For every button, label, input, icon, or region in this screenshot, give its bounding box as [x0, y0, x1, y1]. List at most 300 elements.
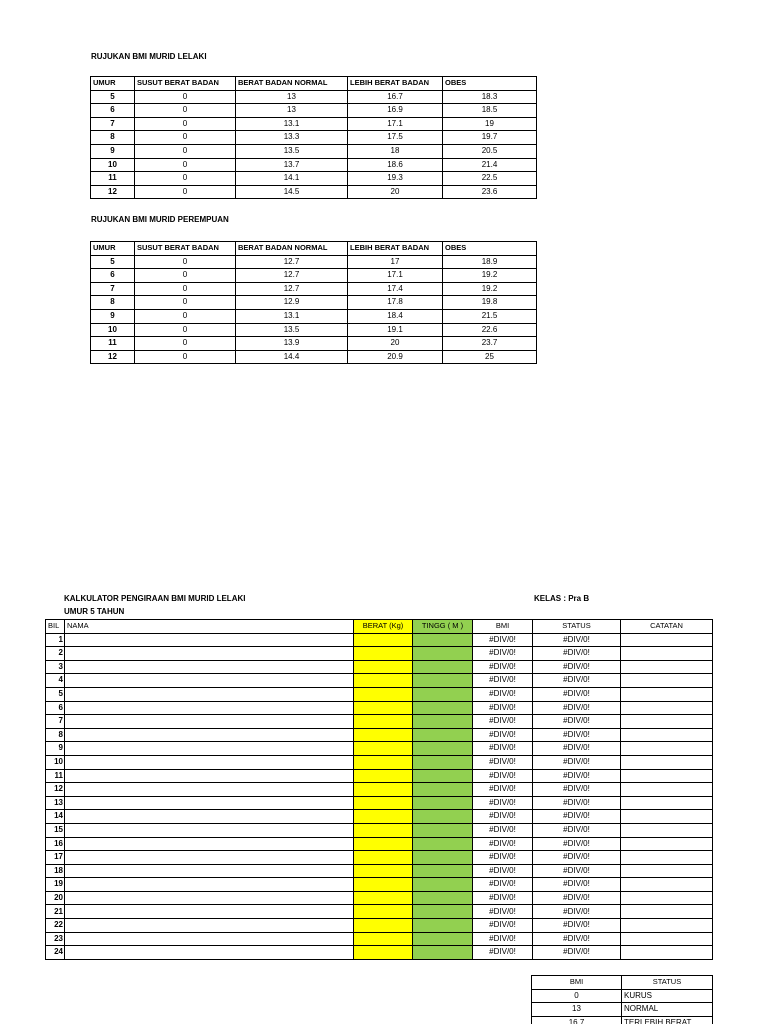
berat-input-cell[interactable]	[354, 851, 413, 865]
female-ref-row	[91, 350, 537, 364]
female-ref-cell: 19.2	[443, 282, 537, 296]
tinggi-input-cell[interactable]	[413, 837, 473, 851]
nama-cell[interactable]	[65, 783, 354, 797]
row-number: 14	[46, 810, 65, 824]
bmi-cell: #DIV/0!	[473, 864, 533, 878]
female-ref-cell: 17.8	[348, 296, 443, 310]
nama-cell[interactable]	[65, 701, 354, 715]
status-cell: #DIV/0!	[533, 715, 621, 729]
catatan-cell[interactable]	[621, 715, 713, 729]
berat-input-cell[interactable]	[354, 769, 413, 783]
female-ref-cell: 0	[135, 269, 236, 283]
male-ref-cell: 10	[91, 158, 135, 172]
female-ref-cell: 0	[135, 350, 236, 364]
row-number: 2	[46, 647, 65, 661]
calculator-row	[46, 660, 713, 674]
calculator-row	[46, 823, 713, 837]
catatan-cell[interactable]	[621, 891, 713, 905]
catatan-cell[interactable]	[621, 674, 713, 688]
male-ref-cell: 0	[135, 131, 236, 145]
row-number: 13	[46, 796, 65, 810]
row-number: 15	[46, 823, 65, 837]
catatan-cell[interactable]	[621, 633, 713, 647]
catatan-cell[interactable]	[621, 837, 713, 851]
legend-body	[532, 989, 713, 1024]
row-number: 16	[46, 837, 65, 851]
female-ref-cell: 5	[91, 255, 135, 269]
nama-cell[interactable]	[65, 851, 354, 865]
status-cell: #DIV/0!	[533, 647, 621, 661]
calculator-row	[46, 891, 713, 905]
catatan-cell[interactable]	[621, 919, 713, 933]
nama-cell[interactable]	[65, 769, 354, 783]
catatan-cell[interactable]	[621, 687, 713, 701]
berat-input-cell[interactable]	[354, 687, 413, 701]
male-ref-cell: 8	[91, 131, 135, 145]
male-ref-cell: 20.5	[443, 144, 537, 158]
female-ref-cell: 11	[91, 337, 135, 351]
bmi-cell: #DIV/0!	[473, 878, 533, 892]
female-ref-header-1: SUSUT BERAT BADAN	[135, 242, 236, 256]
male-ref-row	[91, 131, 537, 145]
nama-cell[interactable]	[65, 905, 354, 919]
nama-cell[interactable]	[65, 674, 354, 688]
female-ref-cell: 18.9	[443, 255, 537, 269]
catatan-header: CATATAN	[621, 620, 713, 634]
male-ref-cell: 18.3	[443, 90, 537, 104]
male-ref-cell: 9	[91, 144, 135, 158]
female-ref-cell: 10	[91, 323, 135, 337]
tinggi-input-cell[interactable]	[413, 647, 473, 661]
tinggi-input-cell[interactable]	[413, 810, 473, 824]
tinggi-header: TINGG ( M )	[413, 620, 473, 634]
female-ref-cell: 13.5	[236, 323, 348, 337]
bmi-calculator-table	[45, 619, 713, 960]
catatan-cell[interactable]	[621, 742, 713, 756]
nama-cell[interactable]	[65, 715, 354, 729]
calculator-header-row	[46, 620, 713, 634]
male-ref-cell: 0	[135, 144, 236, 158]
female-ref-cell: 8	[91, 296, 135, 310]
bmi-cell: #DIV/0!	[473, 715, 533, 729]
male-ref-cell: 0	[135, 104, 236, 118]
legend-bmi: 0	[532, 989, 622, 1003]
legend-bmi: 16.7	[532, 1016, 622, 1024]
catatan-cell[interactable]	[621, 701, 713, 715]
legend-row	[532, 989, 713, 1003]
nama-cell[interactable]	[65, 810, 354, 824]
bmi-cell: #DIV/0!	[473, 660, 533, 674]
calculator-row	[46, 919, 713, 933]
male-ref-cell: 0	[135, 185, 236, 199]
berat-input-cell[interactable]	[354, 728, 413, 742]
tinggi-input-cell[interactable]	[413, 687, 473, 701]
female-ref-header-4: OBES	[443, 242, 537, 256]
status-cell: #DIV/0!	[533, 891, 621, 905]
tinggi-input-cell[interactable]	[413, 715, 473, 729]
legend-status: TERLEBIH BERAT	[622, 1016, 713, 1024]
row-number: 21	[46, 905, 65, 919]
catatan-cell[interactable]	[621, 647, 713, 661]
nama-cell[interactable]	[65, 687, 354, 701]
berat-header: BERAT (Kg)	[354, 620, 413, 634]
nama-cell[interactable]	[65, 660, 354, 674]
bmi-status-legend	[531, 975, 713, 1024]
status-cell: #DIV/0!	[533, 783, 621, 797]
catatan-cell[interactable]	[621, 878, 713, 892]
catatan-cell[interactable]	[621, 905, 713, 919]
berat-input-cell[interactable]	[354, 755, 413, 769]
bmi-cell: #DIV/0!	[473, 769, 533, 783]
male-ref-cell: 12	[91, 185, 135, 199]
female-ref-row	[91, 309, 537, 323]
nama-cell[interactable]	[65, 728, 354, 742]
row-number: 18	[46, 864, 65, 878]
calculator-row	[46, 647, 713, 661]
tinggi-input-cell[interactable]	[413, 905, 473, 919]
catatan-cell[interactable]	[621, 728, 713, 742]
row-number: 11	[46, 769, 65, 783]
female-ref-row	[91, 296, 537, 310]
status-cell: #DIV/0!	[533, 864, 621, 878]
male-ref-cell: 16.9	[348, 104, 443, 118]
berat-input-cell[interactable]	[354, 633, 413, 647]
female-ref-cell: 21.5	[443, 309, 537, 323]
male-ref-header-1: SUSUT BERAT BADAN	[135, 77, 236, 91]
bmi-cell: #DIV/0!	[473, 932, 533, 946]
bmi-cell: #DIV/0!	[473, 783, 533, 797]
female-ref-cell: 17.4	[348, 282, 443, 296]
legend-header-0: BMI	[532, 976, 622, 990]
female-ref-header-2: BERAT BADAN NORMAL	[236, 242, 348, 256]
tinggi-input-cell[interactable]	[413, 864, 473, 878]
calculator-row	[46, 878, 713, 892]
female-ref-cell: 20	[348, 337, 443, 351]
row-number: 9	[46, 742, 65, 756]
female-ref-row	[91, 269, 537, 283]
row-number: 23	[46, 932, 65, 946]
catatan-cell[interactable]	[621, 660, 713, 674]
bmi-cell: #DIV/0!	[473, 851, 533, 865]
tinggi-input-cell[interactable]	[413, 851, 473, 865]
bmi-cell: #DIV/0!	[473, 674, 533, 688]
berat-input-cell[interactable]	[354, 674, 413, 688]
tinggi-input-cell[interactable]	[413, 932, 473, 946]
row-number: 17	[46, 851, 65, 865]
female-ref-header-3: LEBIH BERAT BADAN	[348, 242, 443, 256]
female-ref-cell: 6	[91, 269, 135, 283]
male-ref-cell: 18.6	[348, 158, 443, 172]
bmi-cell: #DIV/0!	[473, 742, 533, 756]
male-ref-row	[91, 117, 537, 131]
tinggi-input-cell[interactable]	[413, 783, 473, 797]
tinggi-input-cell[interactable]	[413, 755, 473, 769]
male-ref-row	[91, 90, 537, 104]
tinggi-input-cell[interactable]	[413, 946, 473, 960]
calculator-body	[46, 633, 713, 959]
row-number: 7	[46, 715, 65, 729]
nama-cell[interactable]	[65, 823, 354, 837]
tinggi-input-cell[interactable]	[413, 823, 473, 837]
calculator-row	[46, 728, 713, 742]
berat-input-cell[interactable]	[354, 660, 413, 674]
nama-cell[interactable]	[65, 742, 354, 756]
male-ref-row	[91, 185, 537, 199]
tinggi-input-cell[interactable]	[413, 891, 473, 905]
male-ref-cell: 13.7	[236, 158, 348, 172]
female-ref-cell: 22.6	[443, 323, 537, 337]
male-ref-table	[90, 76, 537, 199]
tinggi-input-cell[interactable]	[413, 701, 473, 715]
catatan-cell[interactable]	[621, 769, 713, 783]
status-cell: #DIV/0!	[533, 769, 621, 783]
bil-header: BIL	[46, 620, 65, 634]
female-ref-cell: 13.9	[236, 337, 348, 351]
female-ref-header-0: UMUR	[91, 242, 135, 256]
female-ref-cell: 12.7	[236, 282, 348, 296]
berat-input-cell[interactable]	[354, 823, 413, 837]
female-ref-cell: 20.9	[348, 350, 443, 364]
berat-input-cell[interactable]	[354, 891, 413, 905]
row-number: 6	[46, 701, 65, 715]
male-ref-cell: 7	[91, 117, 135, 131]
catatan-cell[interactable]	[621, 946, 713, 960]
status-header: STATUS	[533, 620, 621, 634]
male-ref-header-row	[91, 77, 537, 91]
calculator-row	[46, 864, 713, 878]
nama-cell[interactable]	[65, 837, 354, 851]
female-ref-cell: 0	[135, 337, 236, 351]
male-ref-row	[91, 172, 537, 186]
berat-input-cell[interactable]	[354, 796, 413, 810]
male-ref-cell: 13	[236, 90, 348, 104]
berat-input-cell[interactable]	[354, 701, 413, 715]
female-ref-cell: 12.7	[236, 269, 348, 283]
status-cell: #DIV/0!	[533, 633, 621, 647]
calculator-row	[46, 674, 713, 688]
male-ref-cell: 13	[236, 104, 348, 118]
male-ref-cell: 13.3	[236, 131, 348, 145]
status-cell: #DIV/0!	[533, 810, 621, 824]
tinggi-input-cell[interactable]	[413, 660, 473, 674]
calculator-row	[46, 701, 713, 715]
male-ref-row	[91, 144, 537, 158]
bmi-cell: #DIV/0!	[473, 919, 533, 933]
catatan-cell[interactable]	[621, 864, 713, 878]
legend-row	[532, 1016, 713, 1024]
tinggi-input-cell[interactable]	[413, 633, 473, 647]
legend-status: KURUS	[622, 989, 713, 1003]
female-ref-cell: 0	[135, 296, 236, 310]
female-ref-cell: 12.7	[236, 255, 348, 269]
female-ref-row	[91, 282, 537, 296]
bmi-cell: #DIV/0!	[473, 823, 533, 837]
bmi-cell: #DIV/0!	[473, 633, 533, 647]
nama-cell[interactable]	[65, 891, 354, 905]
nama-cell[interactable]	[65, 633, 354, 647]
bmi-cell: #DIV/0!	[473, 647, 533, 661]
berat-input-cell[interactable]	[354, 946, 413, 960]
bmi-cell: #DIV/0!	[473, 728, 533, 742]
female-ref-cell: 19.2	[443, 269, 537, 283]
catatan-cell[interactable]	[621, 810, 713, 824]
tinggi-input-cell[interactable]	[413, 878, 473, 892]
berat-input-cell[interactable]	[354, 878, 413, 892]
female-ref-cell: 25	[443, 350, 537, 364]
berat-input-cell[interactable]	[354, 742, 413, 756]
male-ref-cell: 6	[91, 104, 135, 118]
row-number: 8	[46, 728, 65, 742]
status-cell: #DIV/0!	[533, 823, 621, 837]
bmi-cell: #DIV/0!	[473, 905, 533, 919]
status-cell: #DIV/0!	[533, 660, 621, 674]
male-ref-cell: 18.5	[443, 104, 537, 118]
calculator-row	[46, 837, 713, 851]
female-ref-title: RUJUKAN BMI MURID PEREMPUAN	[91, 215, 229, 224]
bmi-cell: #DIV/0!	[473, 701, 533, 715]
female-ref-cell: 0	[135, 323, 236, 337]
female-ref-body	[91, 255, 537, 364]
catatan-cell[interactable]	[621, 823, 713, 837]
calculator-title: KALKULATOR PENGIRAAN BMI MURID LELAKI	[64, 594, 246, 603]
male-ref-cell: 19.3	[348, 172, 443, 186]
calculator-row	[46, 932, 713, 946]
berat-input-cell[interactable]	[354, 905, 413, 919]
berat-input-cell[interactable]	[354, 647, 413, 661]
male-ref-cell: 19	[443, 117, 537, 131]
status-cell: #DIV/0!	[533, 946, 621, 960]
calculator-row	[46, 946, 713, 960]
status-cell: #DIV/0!	[533, 851, 621, 865]
row-number: 3	[46, 660, 65, 674]
tinggi-input-cell[interactable]	[413, 796, 473, 810]
row-number: 22	[46, 919, 65, 933]
age-label: UMUR 5 TAHUN	[64, 607, 125, 616]
male-ref-cell: 17.5	[348, 131, 443, 145]
berat-input-cell[interactable]	[354, 783, 413, 797]
status-cell: #DIV/0!	[533, 878, 621, 892]
female-ref-cell: 23.7	[443, 337, 537, 351]
calculator-row	[46, 769, 713, 783]
male-ref-body	[91, 90, 537, 199]
male-ref-header-2: BERAT BADAN NORMAL	[236, 77, 348, 91]
row-number: 24	[46, 946, 65, 960]
status-cell: #DIV/0!	[533, 742, 621, 756]
male-ref-cell: 0	[135, 158, 236, 172]
row-number: 19	[46, 878, 65, 892]
berat-input-cell[interactable]	[354, 810, 413, 824]
nama-header: NAMA	[65, 620, 354, 634]
legend-header-row	[532, 976, 713, 990]
female-ref-cell: 12.9	[236, 296, 348, 310]
bmi-cell: #DIV/0!	[473, 755, 533, 769]
male-ref-cell: 18	[348, 144, 443, 158]
tinggi-input-cell[interactable]	[413, 728, 473, 742]
calculator-row	[46, 905, 713, 919]
male-ref-cell: 23.6	[443, 185, 537, 199]
nama-cell[interactable]	[65, 647, 354, 661]
nama-cell[interactable]	[65, 932, 354, 946]
tinggi-input-cell[interactable]	[413, 769, 473, 783]
tinggi-input-cell[interactable]	[413, 742, 473, 756]
male-ref-cell: 11	[91, 172, 135, 186]
status-cell: #DIV/0!	[533, 674, 621, 688]
male-ref-header-0: UMUR	[91, 77, 135, 91]
row-number: 4	[46, 674, 65, 688]
status-cell: #DIV/0!	[533, 687, 621, 701]
status-cell: #DIV/0!	[533, 932, 621, 946]
legend-status: NORMAL	[622, 1003, 713, 1017]
male-ref-cell: 0	[135, 117, 236, 131]
male-ref-title: RUJUKAN BMI MURID LELAKI	[91, 52, 207, 61]
female-ref-cell: 9	[91, 309, 135, 323]
catatan-cell[interactable]	[621, 755, 713, 769]
tinggi-input-cell[interactable]	[413, 674, 473, 688]
male-ref-cell: 0	[135, 90, 236, 104]
calculator-row	[46, 851, 713, 865]
calculator-row	[46, 810, 713, 824]
female-ref-header-row	[91, 242, 537, 256]
nama-cell[interactable]	[65, 755, 354, 769]
male-ref-cell: 22.5	[443, 172, 537, 186]
berat-input-cell[interactable]	[354, 919, 413, 933]
berat-input-cell[interactable]	[354, 864, 413, 878]
nama-cell[interactable]	[65, 919, 354, 933]
male-ref-cell: 20	[348, 185, 443, 199]
male-ref-cell: 16.7	[348, 90, 443, 104]
male-ref-cell: 21.4	[443, 158, 537, 172]
catatan-cell[interactable]	[621, 783, 713, 797]
nama-cell[interactable]	[65, 796, 354, 810]
male-ref-cell: 13.1	[236, 117, 348, 131]
legend-header-1: STATUS	[622, 976, 713, 990]
catatan-cell[interactable]	[621, 932, 713, 946]
legend-bmi: 13	[532, 1003, 622, 1017]
berat-input-cell[interactable]	[354, 837, 413, 851]
nama-cell[interactable]	[65, 946, 354, 960]
tinggi-input-cell[interactable]	[413, 919, 473, 933]
male-ref-header-3: LEBIH BERAT BADAN	[348, 77, 443, 91]
male-ref-cell: 5	[91, 90, 135, 104]
catatan-cell[interactable]	[621, 796, 713, 810]
nama-cell[interactable]	[65, 878, 354, 892]
female-ref-row	[91, 337, 537, 351]
female-ref-cell: 19.1	[348, 323, 443, 337]
bmi-header: BMI	[473, 620, 533, 634]
status-cell: #DIV/0!	[533, 905, 621, 919]
male-ref-row	[91, 104, 537, 118]
status-cell: #DIV/0!	[533, 728, 621, 742]
berat-input-cell[interactable]	[354, 715, 413, 729]
status-cell: #DIV/0!	[533, 919, 621, 933]
male-ref-header-4: OBES	[443, 77, 537, 91]
row-number: 5	[46, 687, 65, 701]
female-ref-cell: 0	[135, 282, 236, 296]
female-ref-cell: 12	[91, 350, 135, 364]
catatan-cell[interactable]	[621, 851, 713, 865]
bmi-cell: #DIV/0!	[473, 891, 533, 905]
male-ref-cell: 19.7	[443, 131, 537, 145]
berat-input-cell[interactable]	[354, 932, 413, 946]
bmi-cell: #DIV/0!	[473, 810, 533, 824]
status-cell: #DIV/0!	[533, 755, 621, 769]
status-cell: #DIV/0!	[533, 837, 621, 851]
nama-cell[interactable]	[65, 864, 354, 878]
male-ref-cell: 17.1	[348, 117, 443, 131]
calculator-row	[46, 783, 713, 797]
bmi-cell: #DIV/0!	[473, 687, 533, 701]
female-ref-cell: 19.8	[443, 296, 537, 310]
